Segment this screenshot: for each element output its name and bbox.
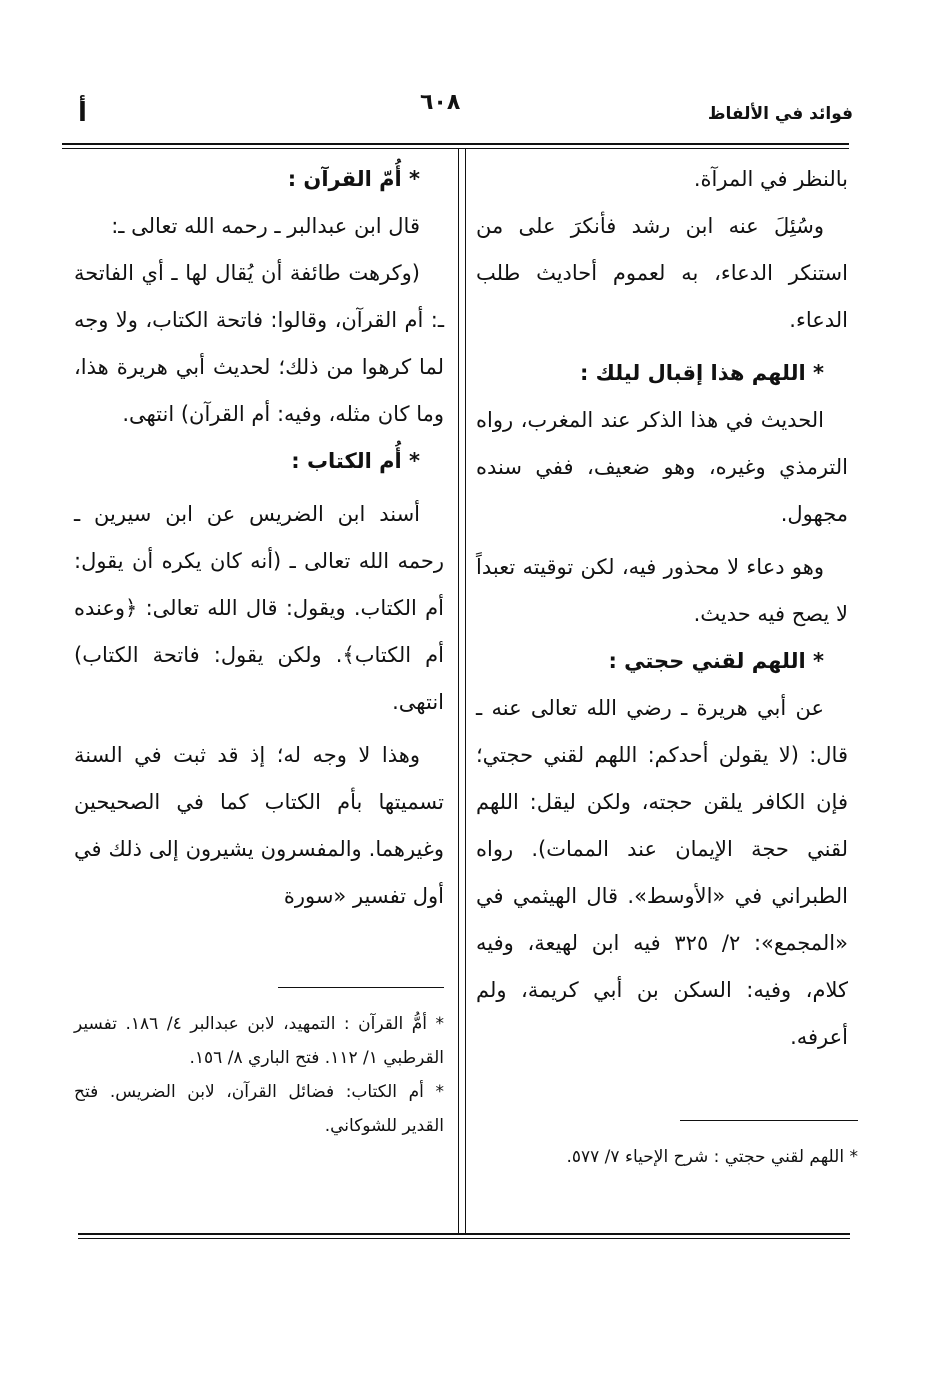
paragraph: وهذا لا وجه له؛ إذ قد ثبت في السنة تسميتها بأم الكتاب كما في الصحيحين وغيرهما. والمفسرون يشيرون إلى ذلك في أول تفسير «سورة [74, 743, 444, 908]
page-number: ٦٠٨ [420, 90, 461, 115]
paragraph: الحديث في هذا الذكر عند المغرب، رواه الترمذي وغيره، وهو ضعيف، ففي سنده مجهول. [476, 408, 848, 526]
footnote: * أم الكتاب: فضائل القرآن، لابن الضريس. فتح القدير للشوكاني. [74, 1082, 444, 1136]
right-footnotes [478, 1140, 858, 1174]
paragraph: بالنظر في المرآة. [693, 167, 848, 191]
header-rule [62, 143, 849, 145]
paragraph: (وكرهت طائفة أن يُقال لها ـ أي الفاتحة ـ: أم القرآن، وقالوا: فاتحة الكتاب، ولا وجه لما كرهوا من ذلك؛ لحديث أبي هريرة هذا، وما كان مثله، وفيه: أم القرآن) انتهى. [74, 261, 444, 426]
section-heading: * اللهم هذا إقبال ليلك : [579, 361, 824, 385]
section-heading: * أُم الكتاب : [291, 449, 420, 473]
section-heading: * اللهم لقني حجتي : [608, 649, 824, 673]
paragraph: أسند ابن الضريس عن ابن سيرين ـ رحمه الله تعالى ـ (أنه كان يكره أن يقول: أم الكتاب. ويقول: قال الله تعالى: ﴿وعنده أم الكتاب﴾. ولكن يقول: فاتحة الكتاب) انتهى. [74, 502, 444, 714]
paragraph: قال ابن عبدالبر ـ رحمه الله تعالى ـ: [111, 214, 420, 238]
header-rule-thin [62, 148, 849, 149]
section-heading: * أُمّ القرآن : [287, 167, 420, 191]
footnote: * اللهم لقني حجتي : شرح الإحياء ٧/ ٥٧٧. [566, 1147, 858, 1167]
paragraph: وسُئِلَ عنه ابن رشد فأنكرَ على من استنكر الدعاء، به لعموم أحاديث طلب الدعاء. [476, 214, 848, 332]
column-divider [458, 148, 459, 1234]
paragraph: عن أبي هريرة ـ رضي الله تعالى عنه ـ قال: (لا يقولن أحدكم: اللهم لقني حجتي؛ فإن الكافر يلقن حجته، ولكن ليقل: اللهم لقني حجة الإيمان عند الممات). رواه الطبراني في «الأوسط». قال الهيثمي في «المجمع»: ٢/ ٣٢٥ فيه ابن لهيعة، وفيه كلام، وفيه: السكن بن أبي كريمة، ولم أعرفه. [476, 696, 848, 1049]
right-column [476, 156, 848, 1061]
footer-rule [78, 1233, 850, 1235]
paragraph: وهو دعاء لا محذور فيه، لكن توقيته تعبداً لا يصح فيه حديث. [476, 555, 848, 626]
column-divider-inner [465, 148, 466, 1234]
footnote-separator [680, 1120, 858, 1121]
footnote-separator [278, 987, 444, 988]
signature-mark: أ [78, 98, 87, 128]
footnote: * أمُّ القرآن : التمهيد، لابن عبدالبر ٤/ ١٨٦. تفسير القرطبي ١/ ١١٢. فتح الباري ٨/ ١٥٦. [74, 1014, 444, 1068]
running-title: فوائد في الألفاظ [707, 104, 853, 124]
left-footnotes [74, 1007, 444, 1143]
left-column [74, 156, 444, 920]
footer-rule-thin [78, 1238, 850, 1239]
